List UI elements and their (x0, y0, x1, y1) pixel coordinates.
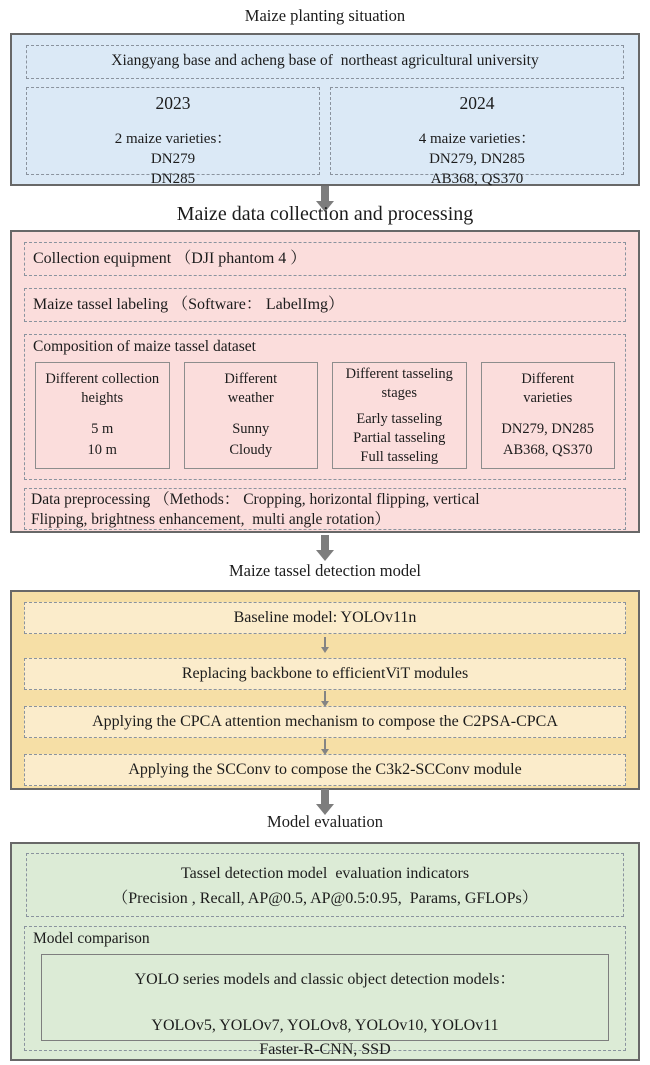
dataset-box-title (224, 370, 277, 408)
dataset-box-values (353, 410, 445, 467)
value-line: 5 m (91, 421, 114, 437)
dataset-composition-label: Composition of maize tassel dataset (33, 338, 256, 355)
evaluation-box (10, 842, 640, 1061)
comparison-line: YOLOv5, YOLOv7, YOLOv8, YOLOv10, YOLOv11 (151, 1017, 499, 1034)
arrow-shape (321, 535, 329, 550)
title-line: stages (381, 384, 417, 401)
preprocessing-box (24, 488, 626, 530)
planting-year-2023-box (26, 87, 320, 187)
planting-base-text: Xiangyang base and acheng base of northeast agricultural university (26, 45, 624, 79)
title-line: varieties (523, 390, 573, 406)
preprocessing-line: Data preprocessing （Methods： Cropping, horizontal flipping, vertical (31, 491, 480, 508)
dataset-box-weather (184, 362, 319, 469)
model-step-backbone: Replacing backbone to efficientViT modules (24, 658, 626, 690)
dataset-box-stages (332, 362, 467, 469)
title-line: weather (227, 390, 274, 406)
value-line: 10 m (87, 442, 117, 458)
collection-box (10, 230, 640, 533)
varieties-heading: 2 maize varieties： (114, 131, 232, 147)
planting-box (10, 33, 640, 186)
step-arrow-down-icon (12, 637, 638, 647)
preprocessing-line: Flipping, brightness enhancement, multi angle rotation） (31, 511, 391, 528)
flow-arrow-down-icon (0, 535, 650, 550)
step-arrow-down-icon (12, 739, 638, 749)
planting-year-2024-box (330, 87, 624, 187)
title-line: Different (521, 371, 575, 387)
value-line: DN279, DN285 (501, 421, 595, 437)
spacer (42, 992, 608, 1014)
section-title-evaluation: Model evaluation (267, 812, 383, 831)
model-box (10, 590, 640, 790)
step-arrow-down-icon (12, 691, 638, 701)
value-line: Sunny (232, 421, 270, 437)
arrow-shape (324, 739, 326, 749)
model-comparison-label: Model comparison (33, 930, 150, 947)
value-line: Cloudy (229, 442, 273, 458)
model-comparison-box (24, 926, 626, 1058)
title-line: Different (224, 371, 278, 387)
model-step-cpca: Applying the CPCA attention mechanism to compose the C2PSA-CPCA (24, 706, 626, 738)
title-line: Different tasseling (345, 365, 453, 382)
dataset-box-values (229, 419, 272, 461)
value-line: Full tasseling (360, 448, 439, 465)
indicators-line: Tassel detection model evaluation indicators (180, 865, 470, 882)
flow-arrow-down-icon (0, 186, 650, 201)
title-line: heights (81, 390, 124, 406)
arrow-shape (321, 789, 329, 804)
arrow-shape (321, 186, 329, 201)
indicators-box (26, 853, 624, 917)
comparison-heading: YOLO series models and classic object detection models： (134, 971, 516, 988)
title-line: Different collection (45, 371, 160, 387)
section-title-collection: Maize data collection and processing (176, 203, 474, 225)
variety-line: DN285 (150, 171, 196, 187)
dataset-box-title (521, 370, 574, 408)
arrow-shape (324, 691, 326, 701)
value-line: AB368, QS370 (503, 442, 593, 458)
section-title-model: Maize tassel detection model (229, 561, 421, 580)
dataset-box-values (88, 419, 117, 461)
arrow-shape (324, 637, 326, 647)
model-comparison-inner-box (41, 954, 609, 1058)
flow-arrow-down-icon (0, 789, 650, 804)
variety-line: DN279, DN285 (429, 151, 525, 167)
dataset-box-varieties (481, 362, 616, 469)
collection-equipment-text: Collection equipment （DJI phantom 4 ） (24, 242, 626, 276)
year-label: 2023 (155, 93, 191, 113)
tassel-labeling-text: Maize tassel labeling （Software： LabelImg） (24, 288, 626, 322)
variety-line: DN279 (150, 151, 196, 167)
indicators-line: （Precision , Recall, AP@0.5, AP@0.5:0.95, Params, GFLOPs） (112, 890, 538, 907)
varieties-heading: 4 maize varieties： (418, 131, 536, 147)
dataset-box-values (501, 419, 594, 461)
year-label: 2024 (459, 93, 495, 113)
dataset-box-title (45, 370, 159, 408)
dataset-row (35, 362, 615, 469)
dataset-box-heights (35, 362, 170, 469)
dataset-box-title (346, 365, 453, 403)
value-line: Partial tasseling (353, 429, 446, 446)
model-step-baseline: Baseline model: YOLOv11n (24, 602, 626, 634)
variety-line: AB368, QS370 (430, 171, 524, 187)
model-step-scconv: Applying the SCConv to compose the C3k2-SCConv module (24, 754, 626, 786)
comparison-line: Faster-R-CNN, SSD (259, 1041, 391, 1058)
planting-year-row (26, 87, 624, 187)
value-line: Early tasseling (356, 410, 443, 427)
section-title-planting: Maize planting situation (244, 6, 406, 25)
dataset-composition-box (24, 334, 626, 480)
